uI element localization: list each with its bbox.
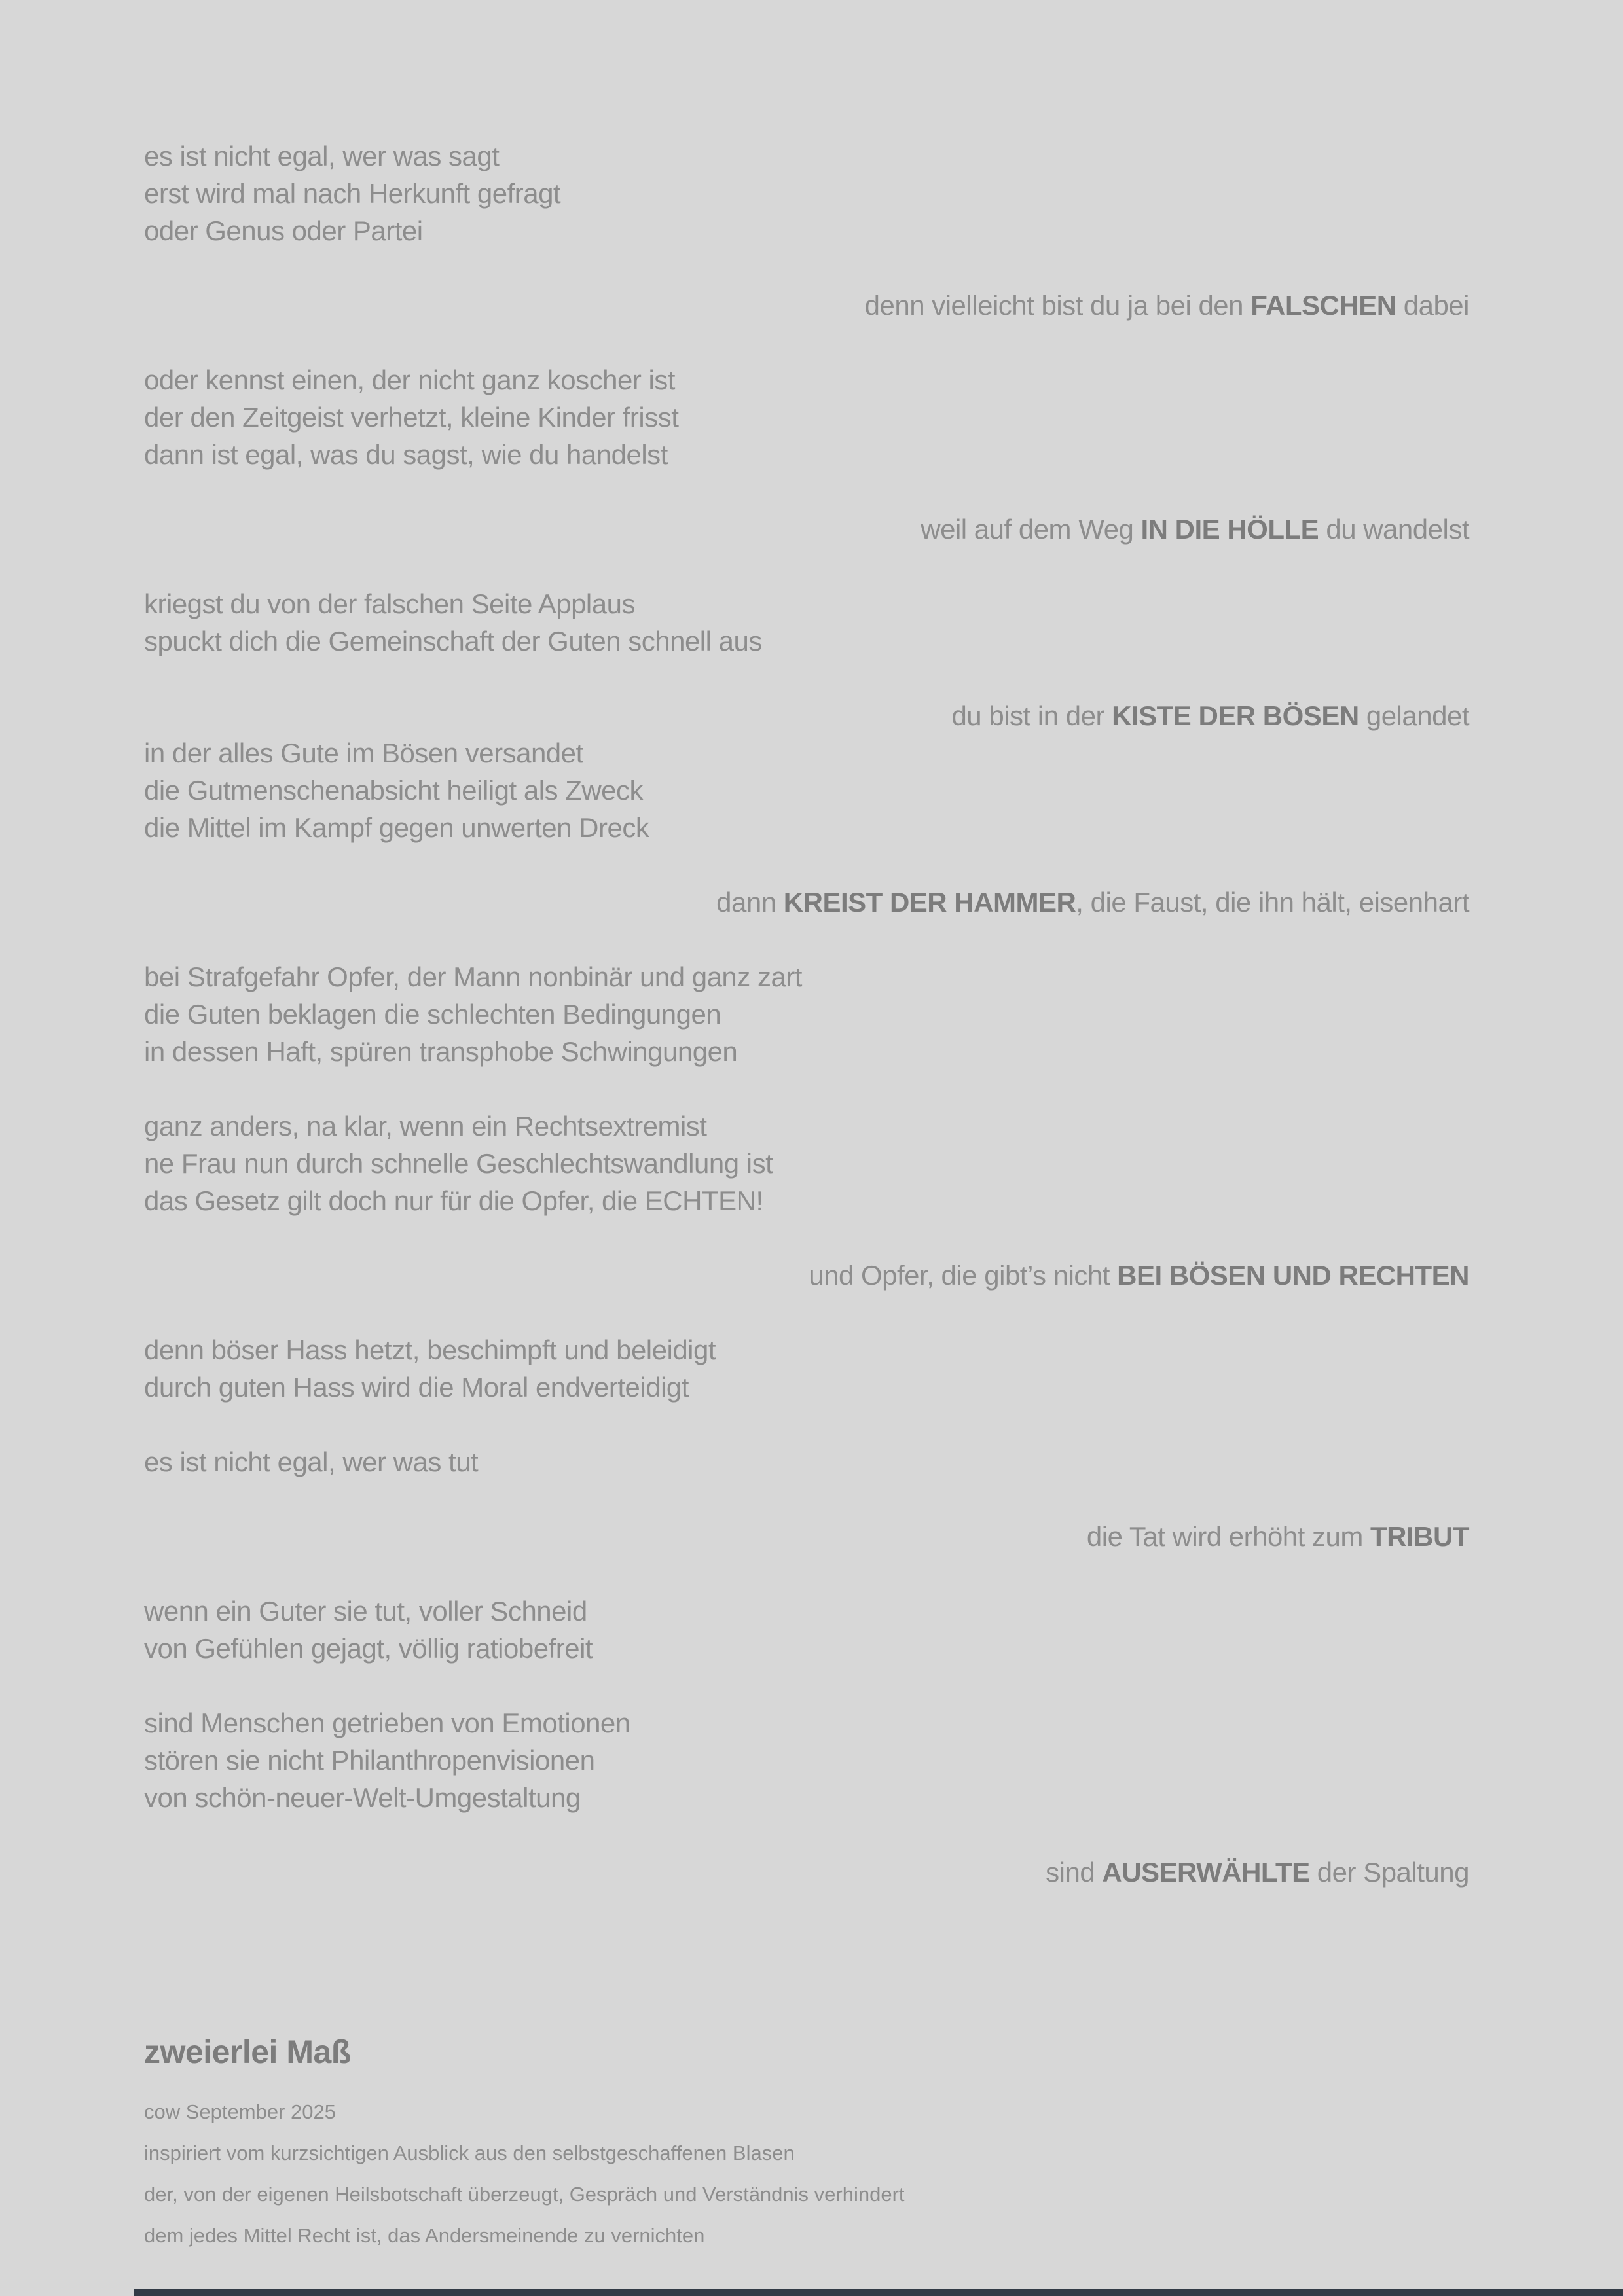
poem-stanza-right	[144, 1518, 1469, 1555]
poem-line: die Gutmenschenabsicht heiligt als Zweck	[144, 775, 644, 806]
poem-line: die Tat wird erhöht zum TRIBUT	[1086, 1521, 1469, 1552]
footer-credits	[144, 2091, 1469, 2256]
poem-line: erst wird mal nach Herkunft gefragt	[144, 178, 561, 209]
poem-line: in der alles Gute im Bösen versandet	[144, 738, 583, 768]
poem-line: der den Zeitgeist verhetzt, kleine Kinder frisst	[144, 402, 679, 433]
footer-credit-line: inspiriert vom kurzsichtigen Ausblick aus den selbstgeschaffenen Blasen	[144, 2142, 795, 2164]
poem-line: dann KREIST DER HAMMER, die Faust, die ihn hält, eisenhart	[716, 887, 1469, 918]
poem-line: kriegst du von der falschen Seite Applaus	[144, 588, 635, 619]
poem-line: ne Frau nun durch schnelle Geschlechtswandlung ist	[144, 1148, 773, 1179]
poem-stanza-right	[144, 1854, 1469, 1891]
poem-line: in dessen Haft, spüren transphobe Schwingungen	[144, 1036, 738, 1067]
poem-line: es ist nicht egal, wer was tut	[144, 1446, 479, 1477]
poem-emphasis: AUSERWÄHLTE	[1102, 1857, 1310, 1888]
footer-credit-line: dem jedes Mittel Recht ist, das Andersmeinende zu vernichten	[144, 2224, 705, 2247]
poem-stanza-right	[144, 884, 1469, 921]
poem-line: bei Strafgefahr Opfer, der Mann nonbinär und ganz zart	[144, 961, 802, 992]
poem-emphasis: KISTE DER BÖSEN	[1112, 700, 1359, 731]
poem-stanza	[144, 361, 1469, 473]
poem-emphasis: FALSCHEN	[1250, 290, 1396, 321]
poem-stanza	[144, 1704, 1469, 1816]
poem-line: und Opfer, die gibt’s nicht BEI BÖSEN UND RECHTEN	[809, 1260, 1469, 1291]
poem-line: die Mittel im Kampf gegen unwerten Dreck	[144, 812, 649, 843]
poem-line: von Gefühlen gejagt, völlig ratiobefreit	[144, 1633, 593, 1664]
poem-emphasis: TRIBUT	[1370, 1521, 1469, 1552]
poem-line: denn böser Hass hetzt, beschimpft und beleidigt	[144, 1335, 716, 1365]
poem-stanza-right	[144, 287, 1469, 324]
poem-line: spuckt dich die Gemeinschaft der Guten schnell aus	[144, 626, 762, 656]
poem-stanza-right	[144, 697, 1469, 734]
poem-stanza	[144, 1107, 1469, 1219]
poem-line: ganz anders, na klar, wenn ein Rechtsextremist	[144, 1111, 707, 1141]
poem-line: dann ist egal, was du sagst, wie du handelst	[144, 439, 668, 470]
poem-emphasis: BEI BÖSEN UND RECHTEN	[1117, 1260, 1469, 1291]
poem-stanza	[144, 734, 1469, 846]
poem-footer	[144, 2032, 1469, 2256]
poem-emphasis: IN DIE HÖLLE	[1140, 514, 1319, 545]
poem-line: es ist nicht egal, wer was sagt	[144, 141, 500, 171]
poem-stanza	[144, 137, 1469, 249]
poem-stanza	[144, 1592, 1469, 1667]
bottom-edge-bar	[134, 2289, 1623, 2296]
poem-title: zweierlei Maß	[144, 2034, 351, 2070]
poem-line: wenn ein Guter sie tut, voller Schneid	[144, 1596, 587, 1626]
poem-line: oder Genus oder Partei	[144, 215, 423, 246]
poem-stanza	[144, 958, 1469, 1070]
poem-line: die Guten beklagen die schlechten Bedingungen	[144, 999, 721, 1030]
poem-line: stören sie nicht Philanthropenvisionen	[144, 1745, 595, 1776]
poem-emphasis: KREIST DER HAMMER	[783, 887, 1076, 918]
poem-stanza-right	[144, 511, 1469, 548]
footer-credit-line: cow September 2025	[144, 2100, 336, 2123]
poem-stanza	[144, 585, 1469, 660]
poem-line: oder kennst einen, der nicht ganz koscher ist	[144, 365, 675, 395]
poem-line: sind Menschen getrieben von Emotionen	[144, 1708, 630, 1738]
footer-credit-line: der, von der eigenen Heilsbotschaft überzeugt, Gespräch und Verständnis verhindert	[144, 2183, 905, 2206]
poem-body	[144, 137, 1469, 1891]
poem-stanza-right	[144, 1257, 1469, 1294]
poem-line: das Gesetz gilt doch nur für die Opfer, die ECHTEN!	[144, 1185, 763, 1216]
poem-line: sind AUSERWÄHLTE der Spaltung	[1046, 1857, 1469, 1888]
poem-line: denn vielleicht bist du ja bei den FALSCHEN dabei	[864, 290, 1469, 321]
poem-line: du bist in der KISTE DER BÖSEN gelandet	[951, 700, 1469, 731]
poem-line: weil auf dem Weg IN DIE HÖLLE du wandelst	[921, 514, 1469, 545]
poem-stanza	[144, 1443, 1469, 1480]
poem-stanza	[144, 1331, 1469, 1406]
poem-line: von schön-neuer-Welt-Umgestaltung	[144, 1782, 581, 1813]
poem-line: durch guten Hass wird die Moral endverteidigt	[144, 1372, 689, 1403]
